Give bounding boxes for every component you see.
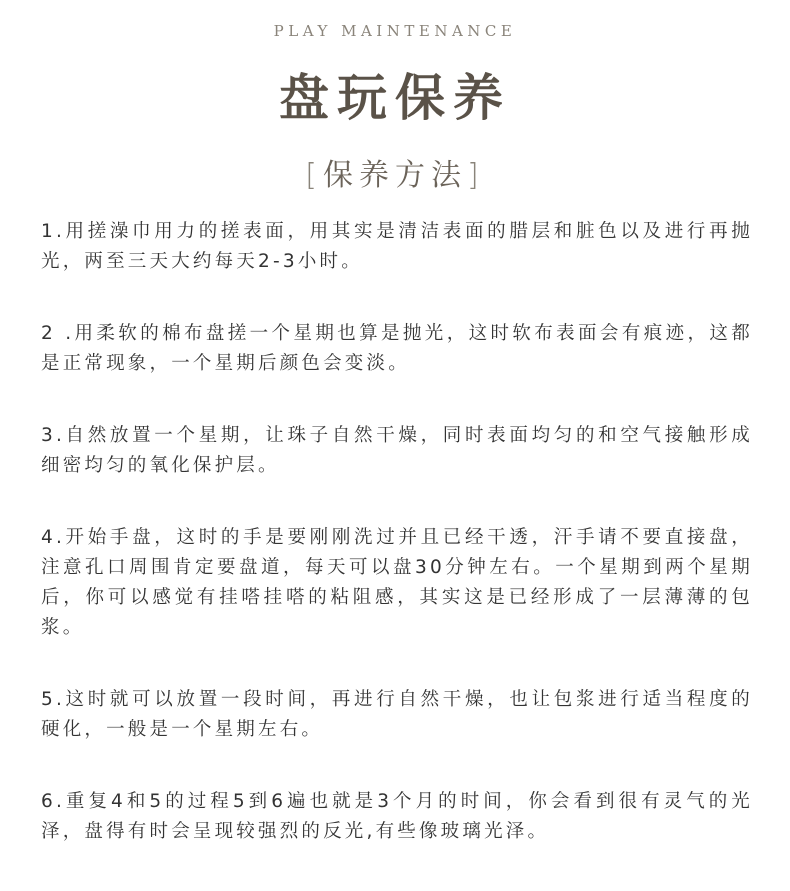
english-subtitle: PLAY MAINTENANCE: [273, 22, 517, 40]
maintenance-steps: [41, 217, 753, 891]
page-title: 盘玩保养: [279, 69, 511, 127]
step-4: 4.开始手盘，这时的手是要刚刚洗过并且已经干透，汗手请不要直接盘，注意孔口周围肯定要盘道，每天可以盘30分钟左右。一个星期到两个星期后，你可以感觉有挂嗒挂嗒的粘阻感，其实这是已经形成了一层薄薄的包浆。: [41, 527, 753, 638]
right-bracket: ]: [467, 158, 485, 193]
step-5: 5.这时就可以放置一段时间，再进行自然干燥，也让包浆进行适当程度的硬化，一般是一个星期左右。: [41, 689, 753, 740]
section-heading-label: 保养方法: [323, 158, 467, 193]
step-6: 6.重复4和5的过程5到6遍也就是3个月的时间，你会看到很有灵气的光泽，盘得有时会呈现较强烈的反光,有些像玻璃光泽。: [41, 791, 753, 842]
section-heading: [0, 150, 790, 194]
step-2: 2 .用柔软的棉布盘搓一个星期也算是抛光，这时软布表面会有痕迹，这都是正常现象，一个星期后颜色会变淡。: [41, 323, 753, 374]
step-3: 3.自然放置一个星期，让珠子自然干燥，同时表面均匀的和空气接触形成细密均匀的氧化保护层。: [41, 425, 753, 476]
step-1: 1.用搓澡巾用力的搓表面，用其实是清洁表面的腊层和脏色以及进行再抛光，两至三天大约每天2-3小时。: [41, 221, 753, 272]
left-bracket: [: [305, 158, 323, 193]
